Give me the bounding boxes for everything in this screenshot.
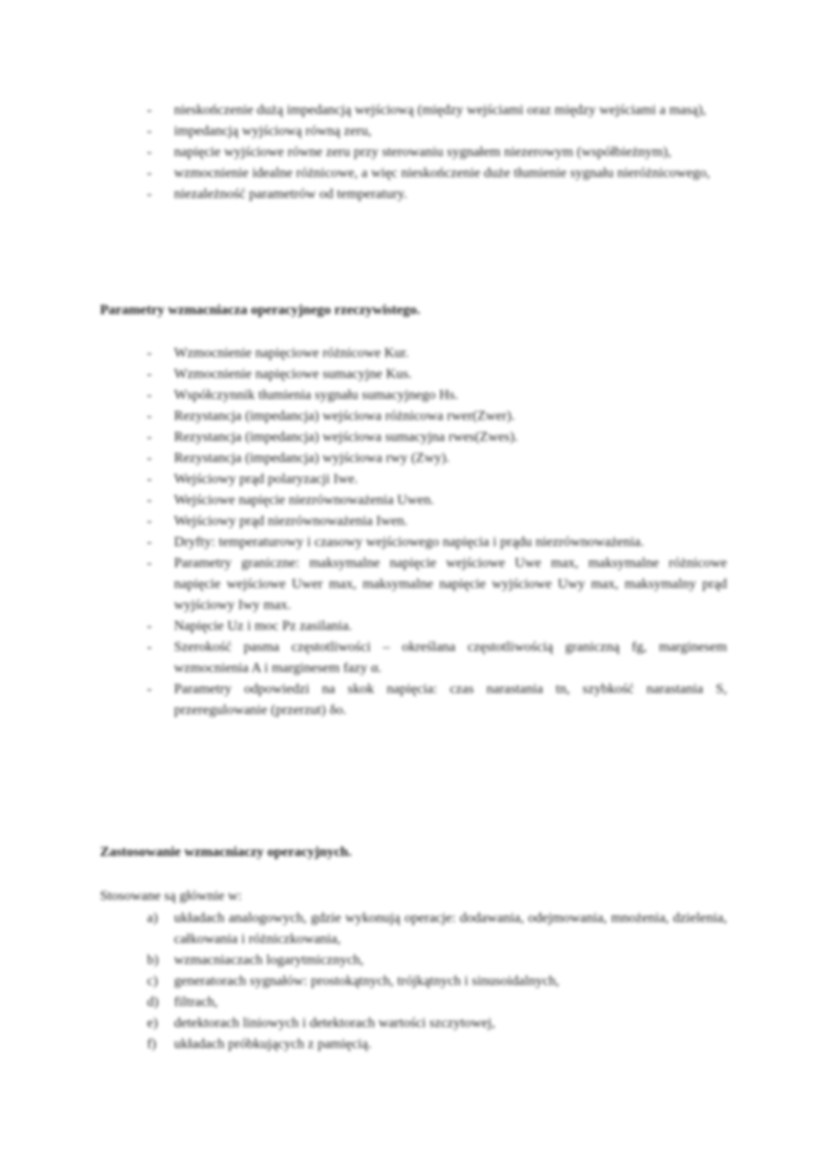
list-item: - Napięcie Uz i moc Pz zasilania. <box>147 616 727 637</box>
list-item <box>147 992 727 1013</box>
list-item: - Rezystancja (impedancja) wejściowa sumacyjna rwes(Zwes). <box>147 427 727 448</box>
list-item <box>147 908 727 950</box>
list-item-text: generatorach sygnałów: prostokątnych, trójkątnych i sinusoidalnych, <box>174 974 560 989</box>
list-item: - impedancją wyjściową równą zeru, <box>147 121 727 142</box>
list-item: - Wejściowy prąd niezrównoważenia Iwen. <box>147 511 727 532</box>
section-heading-parameters: Parametry wzmacniacza operacyjnego rzeczywistego. <box>100 303 421 318</box>
list-item: - Współczynnik tłumienia sygnału sumacyjnego Hs. <box>147 385 727 406</box>
list-item: - Rezystancja (impedancja) wejściowa różnicowa rwer(Zwer). <box>147 406 727 427</box>
list-item: - napięcie wyjściowe równe zeru przy sterowaniu sygnałem niezerowym (współbieżnym), <box>147 142 727 163</box>
list-item: - Wejściowe napięcie niezrównoważenia Uwen. <box>147 490 727 511</box>
list-item: - Rezystancja (impedancja) wyjściowa rwy (Zwy). <box>147 448 727 469</box>
list-marker: a) <box>147 911 158 926</box>
list-item-text: wzmacniaczach logarytmicznych, <box>174 953 364 968</box>
list-item <box>147 971 727 992</box>
list-item: - Szerokość pasma częstotliwości – określana częstotliwością graniczną fg, marginesem wzmocnienia A i marginesem fazy α. <box>147 637 727 679</box>
list-item: - niezależność parametrów od temperatury. <box>147 184 727 205</box>
list-item-text: filtrach, <box>174 995 218 1010</box>
list-item <box>147 1013 727 1034</box>
list-item-text: detektorach liniowych i detektorach wartości szczytowej, <box>174 1016 496 1031</box>
list-marker: f) <box>147 1037 157 1052</box>
list-item <box>147 1034 727 1055</box>
applications-list <box>147 908 727 1055</box>
section-heading-applications: Zastosowanie wzmacniaczy operacyjnych. <box>100 845 352 860</box>
list-item: - Wejściowy prąd polaryzacji Iwe. <box>147 469 727 490</box>
list-item-text: układach analogowych, gdzie wykonują operacje: dodawania, odejmowania, mnożenia, dzielenia, całkowania i różniczkowania, <box>174 911 727 947</box>
list-marker: e) <box>147 1016 158 1031</box>
list-item: - Parametry graniczne: maksymalne napięcie wejściowe Uwe max, maksymalne różnicowe napięcie wejściowe Uwer max, maksymalne napięcie wyjściowe Uwy max, maksymalny prąd wyjściowy Iwy max. <box>147 553 727 616</box>
list-item: - nieskończenie dużą impedancją wejściową (między wejściami oraz między wejściami a masą), <box>147 100 727 121</box>
applications-intro: Stosowane są głównie w: <box>100 889 242 904</box>
list-marker: b) <box>147 953 159 968</box>
list-item: - Wzmocnienie napięciowe różnicowe Kur. <box>147 343 727 364</box>
list-item: - wzmocnienie idealne różnicowe, a więc nieskończenie duże tłumienie sygnału nieróżnicowego, <box>147 163 727 184</box>
list-item: - Parametry odpowiedzi na skok napięcia: czas narastania tn, szybkość narastania S, przeregulowanie (przerzut) δo. <box>147 679 727 721</box>
list-item <box>147 950 727 971</box>
list-item: - Wzmocnienie napięciowe sumacyjne Kus. <box>147 364 727 385</box>
list-item: - Dryfty: temperaturowy i czasowy wejściowego napięcia i prądu niezrównoważenia. <box>147 532 727 553</box>
ideal-properties-list <box>147 100 727 205</box>
list-marker: d) <box>147 995 159 1010</box>
parameters-list <box>147 343 727 721</box>
list-marker: c) <box>147 974 158 989</box>
list-item-text: układach próbkujących z pamięcią. <box>174 1037 372 1052</box>
